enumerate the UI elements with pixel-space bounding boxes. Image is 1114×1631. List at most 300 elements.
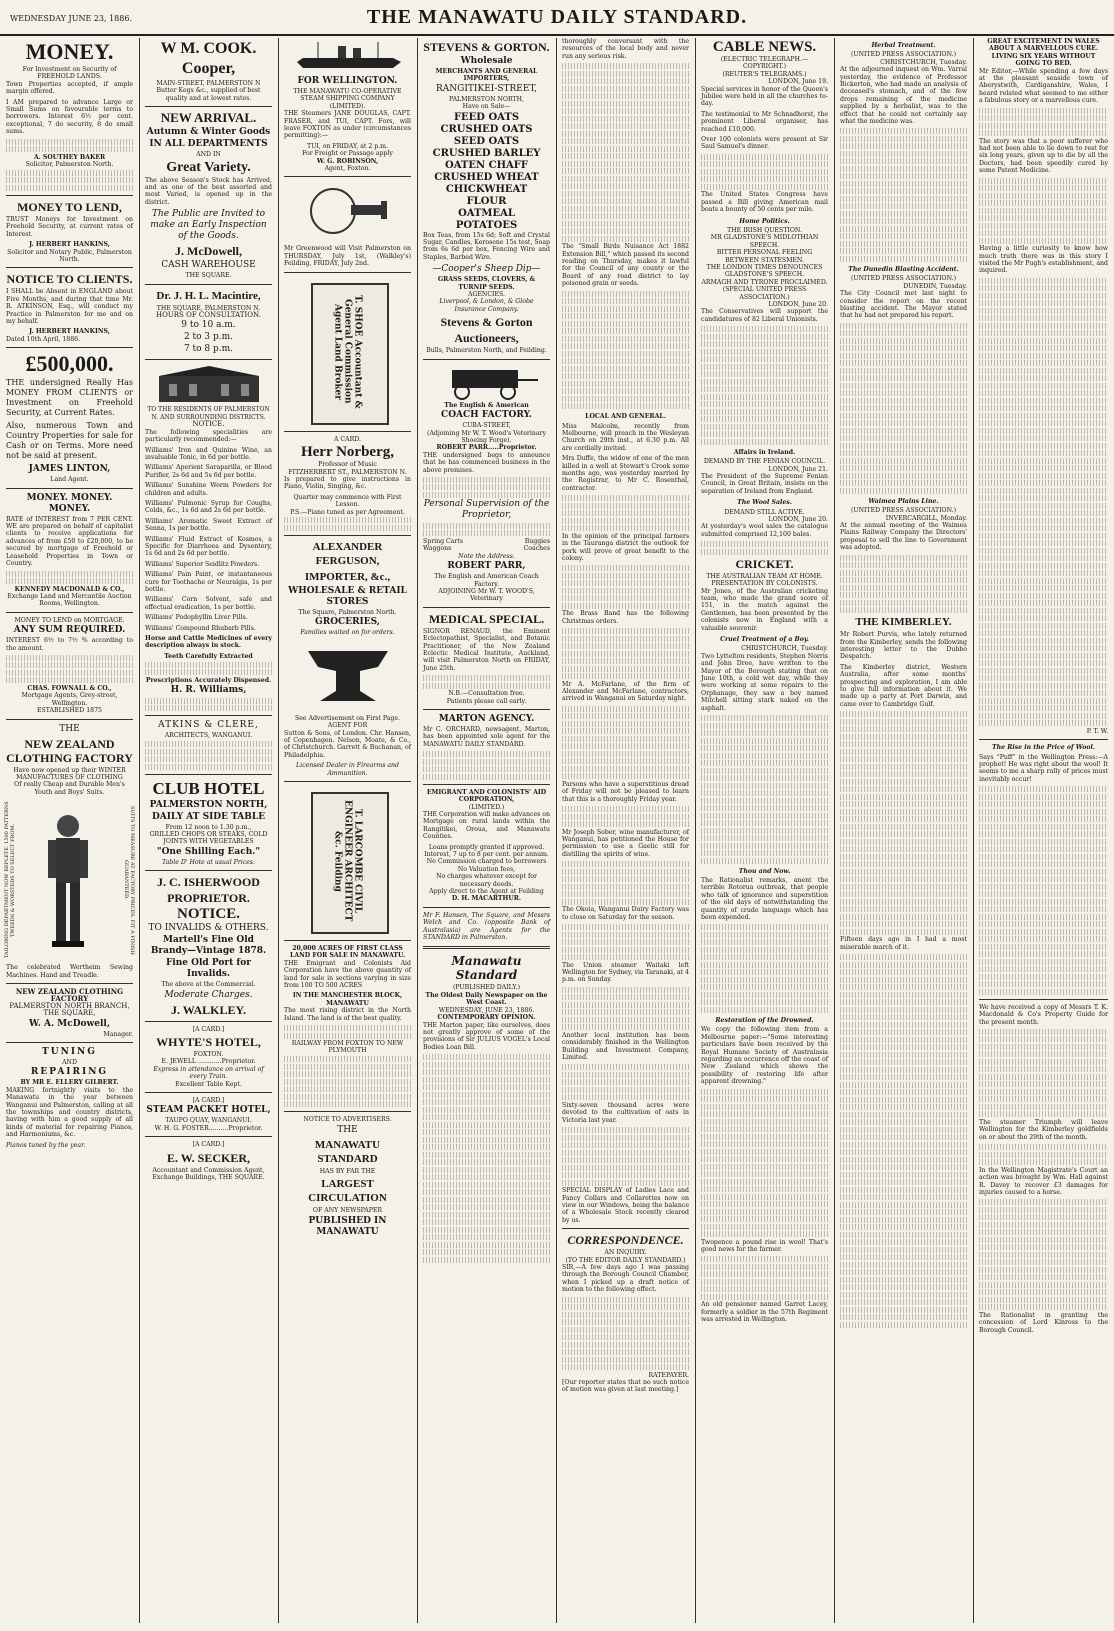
- birds-text: The "Small Birds Nuisance Act 1882 Extension Bill," which passed its second reading on Thursday, makes it lawful for the Council of any county or the Board of any road district to lay poisoned grain or seeds.: [562, 243, 689, 288]
- williams-item-10: Williams' Podophyllin Liver Pills.: [145, 614, 248, 622]
- footer-text: Pianos tuned by the year.: [6, 1141, 86, 1149]
- manager-title: Manager.: [103, 1030, 133, 1038]
- grilled-text: GRILLED CHOPS OR STEAKS, COLD JOINTS WITH VEGETABLES: [149, 830, 268, 846]
- kimberley-body-2: Fifteen days ago in I had a most miserable march of it.: [840, 936, 967, 951]
- sir-text: SIR,—A few days ago I was passing through the Borough Council Chamber, when I picked up a draft notice of motion to the following effect.: [562, 1263, 689, 1294]
- circulation-the: THE: [337, 1124, 358, 1135]
- president-text: The President of the Supreme Fenian Council, in Great Britain, insists on the separation of Ireland from England.: [701, 473, 828, 495]
- christchurch-date: CHRISTCHURCH, Tuesday.: [741, 645, 828, 653]
- published-daily: (PUBLISHED DAILY.): [452, 984, 521, 992]
- autumn-heading: Autumn & Winter Goods: [146, 127, 271, 138]
- opinion-body: THE Marton paper, like ourselves, does not greatly approve of some of the provisions of Sir JULIUS VOGEL's Local Bodies Loan Bill.: [423, 1021, 550, 1051]
- tuning-heading: TUNING: [42, 1047, 97, 1058]
- gilbert-name: BY MR E. ELLERY GILBERT.: [20, 1079, 119, 1087]
- fine-port: Fine Old Port for Invalids.: [165, 958, 252, 980]
- medical-heading: MEDICAL SPECIAL.: [428, 611, 545, 626]
- cruel-heading: Cruel Treatment of a Boy.: [720, 636, 809, 643]
- consultation-text: N.B.—Consultation free.: [448, 690, 525, 698]
- brass-text: The Brass Band has the following Christmas orders.: [562, 610, 689, 625]
- cuba-street: CUBA-STREET,: [462, 422, 511, 430]
- herbal-body: At the adjourned inquest on Wm. Varral yesterday, the evidence of Professor Bickerton, who had made an analysis of deceased's stomach, and of the few drops remaining of the medicine supplied by a herbalist, was to the effect that he could not certainly say what the medicine was.: [840, 66, 967, 126]
- vehicle-list-2: [423, 545, 550, 552]
- joseph-text: Mr Joseph Sober, wine manufacturer, of Wanganui, has petitioned the House for permission to use a Gaelic still for distilling the spirits of wine.: [562, 828, 689, 858]
- coach-heading: The English & American: [444, 401, 529, 409]
- loans-text: Loans promptly granted if approved.: [428, 843, 545, 851]
- correspondence-heading: CORRESPONDENCE.: [567, 1233, 684, 1248]
- constable-text: An old pensioner named Garret Lacey, formerly a soldier in the 57th Regiment was arrested in Wellington.: [701, 1301, 828, 1324]
- box-text: Box Teas, from 15s 6d; Soft and Crystal Sugar, Candles, Kerosene 15s test, Soap from 6s 6d per box, Fencing Wire and Staples, Barbed Wire.: [423, 231, 550, 261]
- notice-name: J. HERBERT HANKINS,: [29, 328, 110, 336]
- tuned-text: P.S.—Piano tuned as per Agreement.: [290, 508, 405, 516]
- london-date-4: LONDON, June 20.: [768, 516, 828, 524]
- williams-item-11: Williams' Compound Rhubarb Pills.: [145, 624, 256, 632]
- parr-sub-2: The English and American Coach Factory.: [434, 573, 539, 588]
- herbal-heading: Herbal Treatment.: [871, 42, 936, 49]
- norberg-card: A CARD.: [333, 435, 361, 443]
- goods-feed-oats: FEED OATS: [453, 111, 520, 123]
- club-sub: PALMERSTON NORTH,: [149, 799, 268, 810]
- notice-body: I SHALL be Absent in ENGLAND about Five Months, and during that time Mr. R. ATKINSON, Esq., will conduct my Practice in Palmerston for me and on my behalf.: [6, 288, 133, 326]
- dunedin-place: DUNEDIN, Tuesday.: [903, 282, 967, 290]
- money-heading: MONEY.: [25, 39, 114, 64]
- masthead: [0, 0, 1114, 36]
- teeth-text: Teeth Carefully Extracted: [164, 652, 253, 660]
- dunedin-body: The City Council met last night to consider the report on the recent blasting accident. The Mayor stated that he had not prepared his report.: [840, 290, 967, 320]
- freight-text: For Freight or Passage apply: [302, 150, 393, 158]
- mmm-body: RATE of INTEREST from 7 PER CENT. WE are prepared on behalf of capitalist clients to receive applications for advances of from £50 to £20,000, to be secured by mortgage of Freehold or Leasehold Properties in Town or Country.: [6, 515, 133, 568]
- larcombe-text: T. LARCOMBE CIVIL ENGINEER ARCHITECT &c. Feilding: [332, 800, 363, 922]
- notice-label: NOTICE.: [192, 420, 225, 429]
- armagh-text: ARMAGH AND TYRONE PROCLAIMED.: [701, 278, 828, 286]
- norberg-sub: Professor of Music: [318, 461, 377, 469]
- card-label-3: [A CARD.]: [192, 1141, 225, 1149]
- ratepayer-sign: RATEPAYER.: [648, 1371, 689, 1379]
- brandy-text: Martell's Fine Old Brandy—Vintage 1878.: [150, 935, 267, 957]
- club-heading: CLUB HOTEL: [152, 778, 265, 798]
- importer-label: IMPORTER, &c.,: [304, 570, 391, 583]
- clothing-the: THE: [59, 723, 80, 734]
- isherwood-name: J. C. ISHERWOOD: [157, 875, 260, 890]
- secker-sub: Accountant and Commission Agent,: [152, 1166, 265, 1174]
- wool-body: At yesterday's wool sales the catalogue submitted comprised 12,100 bales.: [701, 523, 828, 538]
- auctioneers-label: Auctioneers,: [454, 331, 519, 346]
- another-text: Another local institution has been considerably finished in the Wellington Building and Investment Company, Limited.: [562, 1031, 689, 1061]
- agents-list: Sutton & Sons, of London. Chr. Hansen, of Copenhagen. Nelson, Moate, & Co., of Christchurch. Garrett & Buchanan, of Philadelphia.: [284, 729, 411, 759]
- london-date-3: LONDON, June 21.: [768, 465, 828, 473]
- fownall-name: CHAS. FOWNALL & CO.,: [27, 684, 112, 692]
- coaches: Coaches: [523, 545, 550, 553]
- restoration-body: We copy the following item from a Melbourne paper:—"Some interesting particulars have been received by the Royal Humane Society of Australasia regarding an occurrence off the coast of New Zealand which shows the possibility of restoring life after apparent drowning.": [701, 1026, 828, 1086]
- goods-crushed-oats: CRUSHED OATS: [440, 123, 533, 135]
- stevens-heading: STEVENS & GORTON.: [423, 40, 550, 54]
- coach-factory: COACH FACTORY.: [441, 410, 532, 421]
- wales-sub: LIVING SIX YEARS WITHOUT GOING TO BED.: [991, 52, 1096, 68]
- residents-heading: TO THE RESIDENTS OF PALMERSTON N. AND SURROUNDING DISTRICTS.: [147, 406, 270, 421]
- norberg-name: Herr Norberg,: [300, 444, 395, 461]
- foxton-label: FOXTON.: [193, 1051, 224, 1058]
- buggies: Buggies: [524, 537, 550, 545]
- lend-body: TRUST Moneys for Investment on Freehold Security, at current rates of Interest.: [6, 215, 133, 238]
- magistrate-text: In the Wellington Magistrate's Court an action was brought by Wm. Hall against R. Davey to recover £3 damages for injuries caused to a horse.: [979, 1166, 1108, 1196]
- union-text: The Union steamer Waitaki left Wellington for Sydney, via Taranaki, at 4 p.m. on Sunday.: [562, 961, 689, 984]
- norberg-body: Is prepared to give instructions in Piano, Violin, Singing, &c.: [284, 475, 411, 491]
- press-label: (SPECIAL UNITED PRESS ASSOCIATION.): [722, 286, 807, 301]
- agent-for: AGENT FOR: [327, 722, 368, 730]
- wales-body-3: Having a little curiosity to know how much truth there was in this story I visited the Mr Pugh's establishment, and inquired.: [979, 245, 1108, 275]
- over100-text: Over 100 colonists were present at Sir Saul Samuel's dinner.: [701, 136, 828, 151]
- williams-item-8: Williams' Pain Paint, or instantaneous cure for Toothache or Neuralgia, 1s per bottle.: [145, 571, 272, 593]
- hours-2: 2 to 3 p.m.: [183, 332, 234, 343]
- daily-heading: DAILY AT SIDE TABLE: [151, 811, 266, 822]
- apply-text: Apply direct to the Agent at Feilding: [429, 888, 544, 896]
- cooper-heading: Cooper,: [181, 60, 236, 77]
- note-address: Note the Address.: [458, 552, 515, 560]
- money-sub: For Investment on Security of FREEHOLD LANDS.: [22, 66, 117, 81]
- variety-heading: Great Variety.: [166, 159, 251, 175]
- linton-sub: Land Agent.: [50, 476, 89, 484]
- interest-text: Interest, 7 up to 8 per cent. per annum.: [424, 851, 549, 858]
- whyte-hotel: WHYTE'S HOTEL,: [156, 1035, 261, 1049]
- norberg-address: FITZHERBERT ST., PALMERSTON N.: [288, 468, 407, 476]
- williams-item-7: Williams' Superior Seidlitz Powders.: [145, 560, 260, 568]
- twopence-text: Twopence a pound rise in wool! That's good news for the farmer.: [701, 1238, 828, 1253]
- horse-medicines: Horse and Cattle Medicines of every description always in stock.: [145, 635, 272, 650]
- corporation-text: THE Corporation will make advances on Mortgage on rural lands within the Rangitikei, Oroua, and Manawatu Counties.: [423, 810, 550, 841]
- wool-sales-heading: The Wool Sales.: [737, 499, 792, 507]
- reuter-label: (REUTER'S TELEGRAMS.): [722, 70, 807, 78]
- jones-text: Mr Jones, of the Australian cricketing team, who made the grand score of 151, in the match against the Gentlemen, has been presented by the colonists now in England with a valuable souvenir.: [701, 587, 828, 632]
- conservatives-text: The Conservatives will support the candidatures of 82 Liberal Unionists.: [701, 308, 828, 323]
- groceries-label: GROCERIES,: [315, 617, 380, 628]
- atkins-heading: ATKINS & CLERE,: [158, 720, 259, 731]
- vehicle-list: [423, 538, 550, 545]
- parr-proprietor: ROBERT PARR.....Proprietor.: [436, 444, 537, 452]
- grass-seeds: GRASS SEEDS, CLOVERS, & TURNIP SEEDS.: [437, 276, 536, 291]
- cruel-body: Two Lyttelton residents, Stephen Norris and John Dree, have written to the Mayor of the Borough stating that on June 10th, a cold wet day, while they were working at some repairs to the Orphanage, they saw a boy named Mitchell sitting stark naked on the asphalt.: [701, 652, 828, 712]
- williams-item-6: Williams' Fluid Extract of Kosmos, a Specific for Diarrhoea and Dysentery, 1s 6d and 2s 6d per bottle.: [145, 535, 272, 558]
- adjoining-text: ADJOINING Mr W. T. WOOD'S, Veterinary: [438, 587, 535, 603]
- macintire-name: Dr. J. H. L. Macintire,: [156, 289, 261, 302]
- valuation-text: No Valuation fees,: [457, 865, 516, 873]
- mcdowell-name: J. McDowell,: [175, 244, 242, 259]
- editor-label: (TO THE EDITOR DAILY STANDARD.): [565, 1256, 686, 1264]
- lend2-heading: MONEY TO LEND on MORTGAGE.: [14, 616, 125, 624]
- greenwood-text: Mr Greenwood will Visit Palmerston on THURSDAY, July 1st, (Walkley's) Feilding, FRIDAY, July 2nd.: [284, 245, 411, 268]
- circulation-any: OF ANY NEWSPAPER: [312, 1207, 383, 1215]
- london-date: LONDON, June 19.: [768, 78, 828, 86]
- testimonial-text: The testimonial to Mr Schnadhorst, the prominent Liberal organiser, has reached £10,000.: [701, 110, 828, 133]
- invited-text: The Public are Invited to make an Early Inspection of the Goods.: [150, 209, 267, 242]
- top-body: thoroughly conversant with the resources of the local body and never run any serious risk.: [562, 38, 689, 60]
- goods-chickwheat: CHICKWHEAT: [445, 183, 528, 195]
- notice-heading-2: NOTICE.: [177, 906, 240, 923]
- invalids-heading: TO INVALIDS & OTHERS.: [148, 923, 269, 934]
- standard-masthead: Manawatu Standard: [451, 954, 522, 983]
- sewing-text: The celebrated Wertheim Sewing Machines. Hand and Treadle.: [6, 964, 133, 979]
- goods-seed-oats: SEED OATS: [453, 135, 520, 147]
- hours-1: 9 to 10 a.m.: [181, 320, 236, 331]
- wales-body: Mr Editor,—While spending a few days at the pleasant seaside town of Aberystwith, Cardiganshire, Wales, I heard related what seemed to me either a fabulous story or a marvellous cure.: [979, 67, 1108, 105]
- wholesale-stores: WHOLESALE & RETAIL STORES: [288, 585, 407, 607]
- wholesale-label: Wholesale: [460, 56, 513, 66]
- foster-proprietor: W. H. G. FOSTER..........Proprietor.: [154, 1124, 263, 1132]
- restoration-heading: Restoration of the Drowned.: [715, 1016, 814, 1024]
- williams-item-4: Williams' Pulmonic Syrup for Coughs, Colds, &c., 1s 6d and 2s 6d per bottle.: [145, 499, 272, 515]
- atkins-sub: ARCHITECTS, WANGANUI.: [164, 732, 253, 740]
- charges-text: No charges whatever except for necessary deeds.: [436, 873, 537, 888]
- circulation-title: MANAWATU STANDARD: [314, 1138, 381, 1165]
- waimea-place: INVERCARGILL, Monday.: [885, 514, 967, 522]
- column-6: [695, 38, 834, 1623]
- purvis-text: Mr Robert Purvis, who lately returned from the Kimberley, sends the following interesting letter to the Dubbo Despatch.: [840, 631, 967, 661]
- robinson-sub: Agent, Foxton.: [324, 165, 371, 173]
- steamer-text: The steamer Triumph will leave Wellington for the Kimberley goldfields on or about the 29th of the month.: [979, 1118, 1108, 1141]
- acres-heading: 20,000 ACRES OF FIRST CLASS LAND FOR SALE IN MANAWATU.: [290, 945, 405, 960]
- shoe-card-text: T. SHOE Accountant & General Commission Agent Land Broker: [332, 294, 363, 409]
- kinross-text: The Rationalist in granting the concession of Lord Kinross to the Borough Council.: [979, 1311, 1108, 1334]
- mcdowell-manager: W. A. McDowell,: [29, 1018, 110, 1029]
- sum-body: INTEREST 6½ to 7½ % according to the amount.: [6, 637, 133, 652]
- limited-label: (LIMITED.): [468, 803, 505, 811]
- amount-heading: £500,000.: [25, 351, 114, 377]
- williams-intro: The following specialities are particularly recommended:—: [145, 428, 272, 444]
- quarter-text: Quarter may commence with First Lesson.: [293, 493, 402, 509]
- lend-name-sub: Solicitor and Notary Public, Palmerston North.: [7, 248, 132, 263]
- cuba-sub: (Adjoining Mr W. T. Wood's Veterinary Shoeing Forge).: [427, 429, 546, 444]
- presentation-text: PRESENTATION BY COLONISTS.: [711, 580, 818, 588]
- steamship-illustration: [293, 40, 403, 74]
- states-text: The United States Congress have passed a Bill giving American mail boats a bounty of 50 cents per mile.: [701, 191, 828, 214]
- express-text: Express in attendance on arrival of every Train.: [153, 1065, 264, 1081]
- marton-heading: MARTON AGENCY.: [438, 714, 535, 725]
- have-on-sale: Have on Sale—: [462, 103, 511, 111]
- column-5: [556, 38, 695, 1623]
- goods-wheat: CRUSHED WHEAT: [434, 171, 539, 183]
- larcombe-scroll: [293, 786, 403, 936]
- demand-active: DEMAND STILL ACTIVE.: [724, 508, 805, 516]
- moderate-charges: Moderate Charges.: [164, 989, 253, 1000]
- card-label: [A CARD.]: [192, 1025, 225, 1033]
- bitter-feeling: BITTER PERSONAL FEELING BETWEEN STATESMEN.: [716, 249, 813, 264]
- okoia-text: The Okoia, Wanganui Dairy Factory was to close on Saturday for the season.: [562, 906, 689, 921]
- advance-text: I AM prepared to advance Large or Small Sums on favourable terms to borrowers. Interest 6½ per cent. exceptional, 7 do security, 8 do small sums.: [6, 98, 133, 136]
- hansen-text: Mr F. Hansen, The Square, and Messrs Welch and Co. (opposite Bank of Australasia) are Agents for the STANDARD in Palmerston.: [423, 911, 550, 942]
- williams-item-5: Williams' Aromatic Sweet Extract of Senna, 1s per bottle.: [145, 517, 272, 533]
- personal-supervision: Personal Supervision of the Proprietor,: [423, 499, 550, 521]
- times-text: THE LONDON TIMES DENOUNCES GLADSTONE'S SPEECH.: [706, 264, 823, 279]
- cable-heading: CABLE NEWS.: [712, 39, 817, 55]
- kimberley-body: The Kimberley district, Western Australia, after some months' prospecting and exploration, I am able to give full information about it. We made up a party at Port Darwin, and came over to Cambridge Gulf.: [840, 663, 967, 708]
- waimea-press: (UNITED PRESS ASSOCIATION.): [851, 507, 956, 515]
- established: ESTABLISHED 1875: [37, 707, 102, 715]
- london-date-2: LONDON, June 20.: [768, 301, 828, 309]
- column-4: [417, 38, 556, 1623]
- waimea-heading: Waimea Plains Line.: [868, 497, 939, 505]
- opinion-heading: CONTEMPORARY OPINION.: [437, 1014, 536, 1022]
- pharmacy-building-illustration: [149, 364, 269, 404]
- local-heading: LOCAL AND GENERAL.: [585, 413, 666, 421]
- spring-carts: Spring Carts: [423, 537, 464, 545]
- thou-now-heading: Thou and Now.: [738, 867, 791, 875]
- williams-name: H. R. Williams,: [170, 685, 247, 696]
- column-8: [973, 38, 1114, 1623]
- hours-heading: HOURS OF CONSULTATION.: [156, 311, 261, 320]
- and-in: AND IN: [196, 151, 221, 159]
- wellington-heading: FOR WELLINGTON.: [297, 76, 398, 86]
- secker-addr: Exchange Buildings, THE SQUARE.: [152, 1174, 265, 1182]
- nz-clothing-sub: PALMERSTON NORTH BRANCH, THE SQUARE,: [9, 1001, 130, 1018]
- marton-body: Mr C. ORCHARD, newsagent, Marton, has been appointed sole agent for the MANAWATU DAILY STANDARD.: [423, 726, 550, 748]
- block-heading: IN THE MANCHESTER BLOCK, MANAWATU: [292, 992, 403, 1007]
- cook-heading: W M. COOK.: [160, 40, 257, 57]
- families-text: Families waited on for orders.: [300, 629, 395, 637]
- australian-team: THE AUSTRALIAN TEAM AT HOME.: [706, 572, 823, 580]
- williams-item-3: Williams' Sunshine Worm Powders for children and adults.: [145, 482, 272, 497]
- tuning-and: AND: [62, 1059, 77, 1067]
- excellent-table: Excellent Table Kept.: [175, 1080, 242, 1088]
- douglas-text: THE Steamers JANE DOUGLAS, CAPT. FRASER, and TUI, CAPT. Fors, will leave FOXTON as under (circumstances permitting):—: [284, 110, 411, 140]
- anvil-illustration: [298, 641, 398, 711]
- opinion-paragraph: In the opinion of the principal farmers in the Tauranga district the outlook for pork will prove of great benefit to the colony.: [562, 532, 689, 562]
- macintire-sub: THE SQUARE, PALMERSTON N.: [156, 304, 261, 312]
- table-text: Table D' Hote at usual Prices.: [161, 858, 256, 866]
- packet-hotel: STEAM PACKET HOTEL,: [146, 1105, 271, 1116]
- home-politics-heading: Home Politics.: [739, 217, 790, 225]
- auctioneers-sub: Bulls, Palmerston North, and Feilding.: [426, 347, 547, 355]
- clothing-body-2: Of really Cheap and Durable Men's Youth and Boys' Suits.: [14, 781, 125, 796]
- williams-item-9: Williams' Corn Solvent, safe and effectual eradication, 1s per bottle.: [145, 596, 272, 611]
- reporter-note: [Our reporter states that no such notice of motion was given at last meeting.]: [562, 1378, 689, 1394]
- cook-body: Butter Kegs &c., supplied of best quality and at lowest rates.: [156, 87, 261, 102]
- notice-advertisers: NOTICE TO ADVERTISERS.: [303, 1116, 392, 1124]
- parr-body: THE undersigned begs to announce that he has commenced business in the above premises.: [423, 451, 550, 474]
- rise-heading: The Rise in the Price of Wool.: [992, 744, 1095, 752]
- nz-clothing-branch: NEW ZEALAND CLOTHING FACTORY: [15, 987, 124, 1004]
- sixty-text: Sixty-seven thousand acres were devoted to the cultivation of oats in Victoria last year.: [562, 1101, 689, 1124]
- hamilton-text: Mr A. McFarlane, of the firm of Alexander and McFarlane, contractors, arrived in Wanganui on Saturday night.: [562, 680, 689, 703]
- sum-heading: ANY SUM REQUIRED.: [13, 625, 126, 636]
- williams-item-2: Williams' Aperient Saraparilla, or Blood Purifier, 2s 6d and 5s 6d per bottle.: [145, 464, 272, 479]
- issue-date: WEDNESDAY JUNE 23, 1886.: [10, 14, 132, 23]
- coach-illustration: [432, 364, 542, 400]
- repairing-heading: REPAIRING: [30, 1067, 109, 1078]
- departments: IN ALL DEPARTMENTS: [149, 139, 268, 150]
- side-text-left: TAILORING DEPARTMENT NOW REPLETE. 1500 PATTERNS TWEEDS & WORSTEDS TO SELECT FROM.: [4, 801, 16, 959]
- macdonald-sub: Exchange Land and Mercantile Auction Rooms, Wellington.: [7, 592, 132, 608]
- people-text: Parsons who have a superstitious dread of Friday will not be pleased to learn that this is a thoroughly Friday year.: [562, 780, 689, 803]
- shilling-text: "One Shilling Each.": [156, 846, 261, 857]
- secker-name: E. W. SECKER,: [166, 1150, 251, 1165]
- tui-text: TUI, on FRIDAY, at 2 p.m.: [307, 142, 388, 150]
- card-label-2: [A CARD.]: [192, 1097, 225, 1105]
- waggons: Waggons: [423, 545, 452, 553]
- duffe-text: Mrs Duffe, the widow of one of the men killed in a well at Stewart's Crook some months ago, was yesterday married by the Registrar, to Mr C. Rosenthal, contractor.: [562, 455, 689, 492]
- herbal-place: CHRISTCHURCH, Tuesday.: [880, 58, 967, 66]
- cricket-heading: CRICKET.: [735, 556, 794, 571]
- gilbert-body: MAKING fortnightly visits to the Manawatu in the year between Wanganui and Palmerston, calling at all the townships and country districts, having with him a good supply of all kinds of material for repairing Pianos, and Harmoniums, &c.: [6, 1086, 133, 1139]
- railway-text: RAILWAY FROM FOXTON TO NEW PLYMOUTH: [291, 1040, 404, 1055]
- gladstone-speech: MR GLADSTONE'S MIDLOTHIAN SPEECH.: [710, 234, 819, 249]
- street-sub: PALMERSTON NORTH,: [448, 95, 525, 103]
- merchants-label: MERCHANTS AND GENERAL IMPORTERS,: [435, 68, 538, 83]
- column-7: [834, 38, 973, 1623]
- variety-body: The above Season's Stock has Arrived, and as one of the best assorted and most Varied, is opened up in the district.: [145, 176, 272, 206]
- kimberley-heading: THE KIMBERLEY.: [855, 616, 952, 629]
- fenian-demand: DEMAND BY THE FENIAN COUNCIL.: [703, 458, 826, 466]
- solicitor-sub: Solicitor, Palmerston North.: [25, 161, 114, 169]
- oldest-text: The Oldest Daily Newspaper on the West Coast.: [425, 991, 548, 1007]
- amount-body: THE undersigned Really Has MONEY FROM CLIENTS or Investment on Freehold Security, at Current Rates.: [6, 378, 133, 418]
- waimea-body: At the annual meeting of the Waimea Plains Railway Company the Directors' proposal to sell the line to Government was adopted.: [840, 522, 967, 552]
- robinson-name: W. G. ROBINSON,: [316, 157, 379, 165]
- received-text: We have received a copy of Messrs T. K. Macdonald & Co's Property Guide for the present month.: [979, 1003, 1108, 1026]
- rise-body: Says "Puff" in the Wellington Press:—A prophet! He was right about the wool! It seems to me a sharp rally of prices must inevitably occur!: [979, 753, 1108, 783]
- affairs-heading: Affairs in Ireland.: [733, 448, 796, 456]
- special-services: Special services in honor of the Queen's Jubilee were held in all the churches to-day.: [701, 85, 828, 108]
- clothing-body: Have now opened up their WINTER MANUFACTURES OF CLOTHING: [13, 766, 126, 781]
- insurance-text: Liverpool, & London, & Globe Insurance Company.: [439, 298, 534, 313]
- circulation-published: PUBLISHED IN MANAWATU: [308, 1215, 387, 1237]
- dunedin-heading: The Dunedin Blasting Accident.: [848, 265, 959, 273]
- mmm-heading: MONEY. MONEY. MONEY.: [26, 492, 113, 514]
- side-text-right: SUITS TO MEASURE AT FACTORY PRICES. FIT A FINISH GUARANTEED.: [123, 805, 135, 955]
- macdonald-name: KENNEDY MACDONALD & CO.,: [14, 585, 125, 593]
- emigrant-heading: EMIGRANT AND COLONISTS' AID CORPORATION,: [426, 788, 547, 804]
- dunedin-press: (UNITED PRESS ASSOCIATION.): [851, 275, 956, 283]
- arrival-heading: NEW ARRIVAL.: [160, 110, 257, 126]
- column-3: [278, 38, 417, 1623]
- parr-name-2: ROBERT PARR,: [447, 561, 526, 572]
- hours-3: 7 to 8 p.m.: [183, 344, 234, 355]
- shoe-card-scroll: [293, 277, 403, 427]
- irish-question: THE IRISH QUESTION.: [727, 227, 802, 234]
- boy-figure-illustration: [36, 810, 101, 955]
- licensed-text: Licensed Dealer in Firearms and Ammunition.: [296, 762, 399, 777]
- prescriptions-text: Prescriptions Accurately Dispensed.: [145, 676, 272, 684]
- notice-date: Dated 10th April, 1886.: [6, 335, 81, 343]
- jewell-proprietor: E. JEWELL ............Proprietor.: [161, 1058, 256, 1066]
- goods-barley: CRUSHED BARLEY: [432, 147, 541, 159]
- goods-flour: FLOUR: [466, 195, 507, 207]
- column-1: [0, 38, 139, 1623]
- lend-heading: MONEY TO LEND,: [17, 199, 122, 214]
- patients-text: Patients please call early.: [446, 697, 527, 705]
- ferguson-square: The Square, Palmerston North.: [298, 608, 397, 616]
- commercial-text: The above at the Commercial.: [161, 981, 256, 989]
- column-2: [139, 38, 278, 1623]
- street-label: RANGITIKEI-STREET,: [436, 83, 537, 94]
- fownall-sub: Mortgage Agents, Grey-street, Wellington.: [21, 692, 118, 707]
- newspaper-title: THE MANAWATU DAILY STANDARD.: [366, 6, 748, 28]
- block-body: The most rising district in the North Island. The land is of the best quality.: [284, 1007, 411, 1022]
- circulation-has: HAS BY FAR THE: [319, 1167, 376, 1175]
- clothing-illustration-area: [6, 800, 133, 960]
- renaud-text: SIGNOR RENAUD, the Eminent Eclectopathist, Specialist, and Botanic Practitioner, of the New Zealand Eclectic Medical Institute, Auckland, will visit Palmerston North on FRIDAY, June 25th.: [423, 627, 550, 672]
- macarthur-name: D. H. MACARTHUR.: [451, 895, 522, 903]
- herbal-press: (UNITED PRESS ASSOCIATION.): [851, 51, 956, 59]
- wales-signature: P. T. W.: [1086, 727, 1108, 735]
- special-display-text: SPECIAL DISPLAY of Ladies Lace and Fancy Collars and Collarettes now on view in our Windows, being the balance of a Wholesale Stock recently cleared by us.: [562, 1187, 689, 1224]
- ferguson-name: ALEXANDER FERGUSON,: [312, 540, 383, 567]
- acres-body: THE Emigrant and Colonists Aid Corporation have the above quantity of land for sale in sections varying in size from 100 TO 500 ACRES: [284, 959, 411, 990]
- goods-oatmeal: OATMEAL: [458, 207, 515, 219]
- cash-warehouse: CASH WAREHOUSE: [161, 260, 256, 271]
- goods-chaff: OATEN CHAFF: [445, 159, 528, 171]
- walkley-name: J. WALKLEY.: [170, 1002, 247, 1017]
- daily-sub: From 12 noon to 1.30 p.m.,: [165, 823, 252, 831]
- auctioneers-heading: Stevens & Gorton: [440, 315, 533, 330]
- cook-address: MAIN-STREET, PALMERSTON N: [156, 80, 261, 87]
